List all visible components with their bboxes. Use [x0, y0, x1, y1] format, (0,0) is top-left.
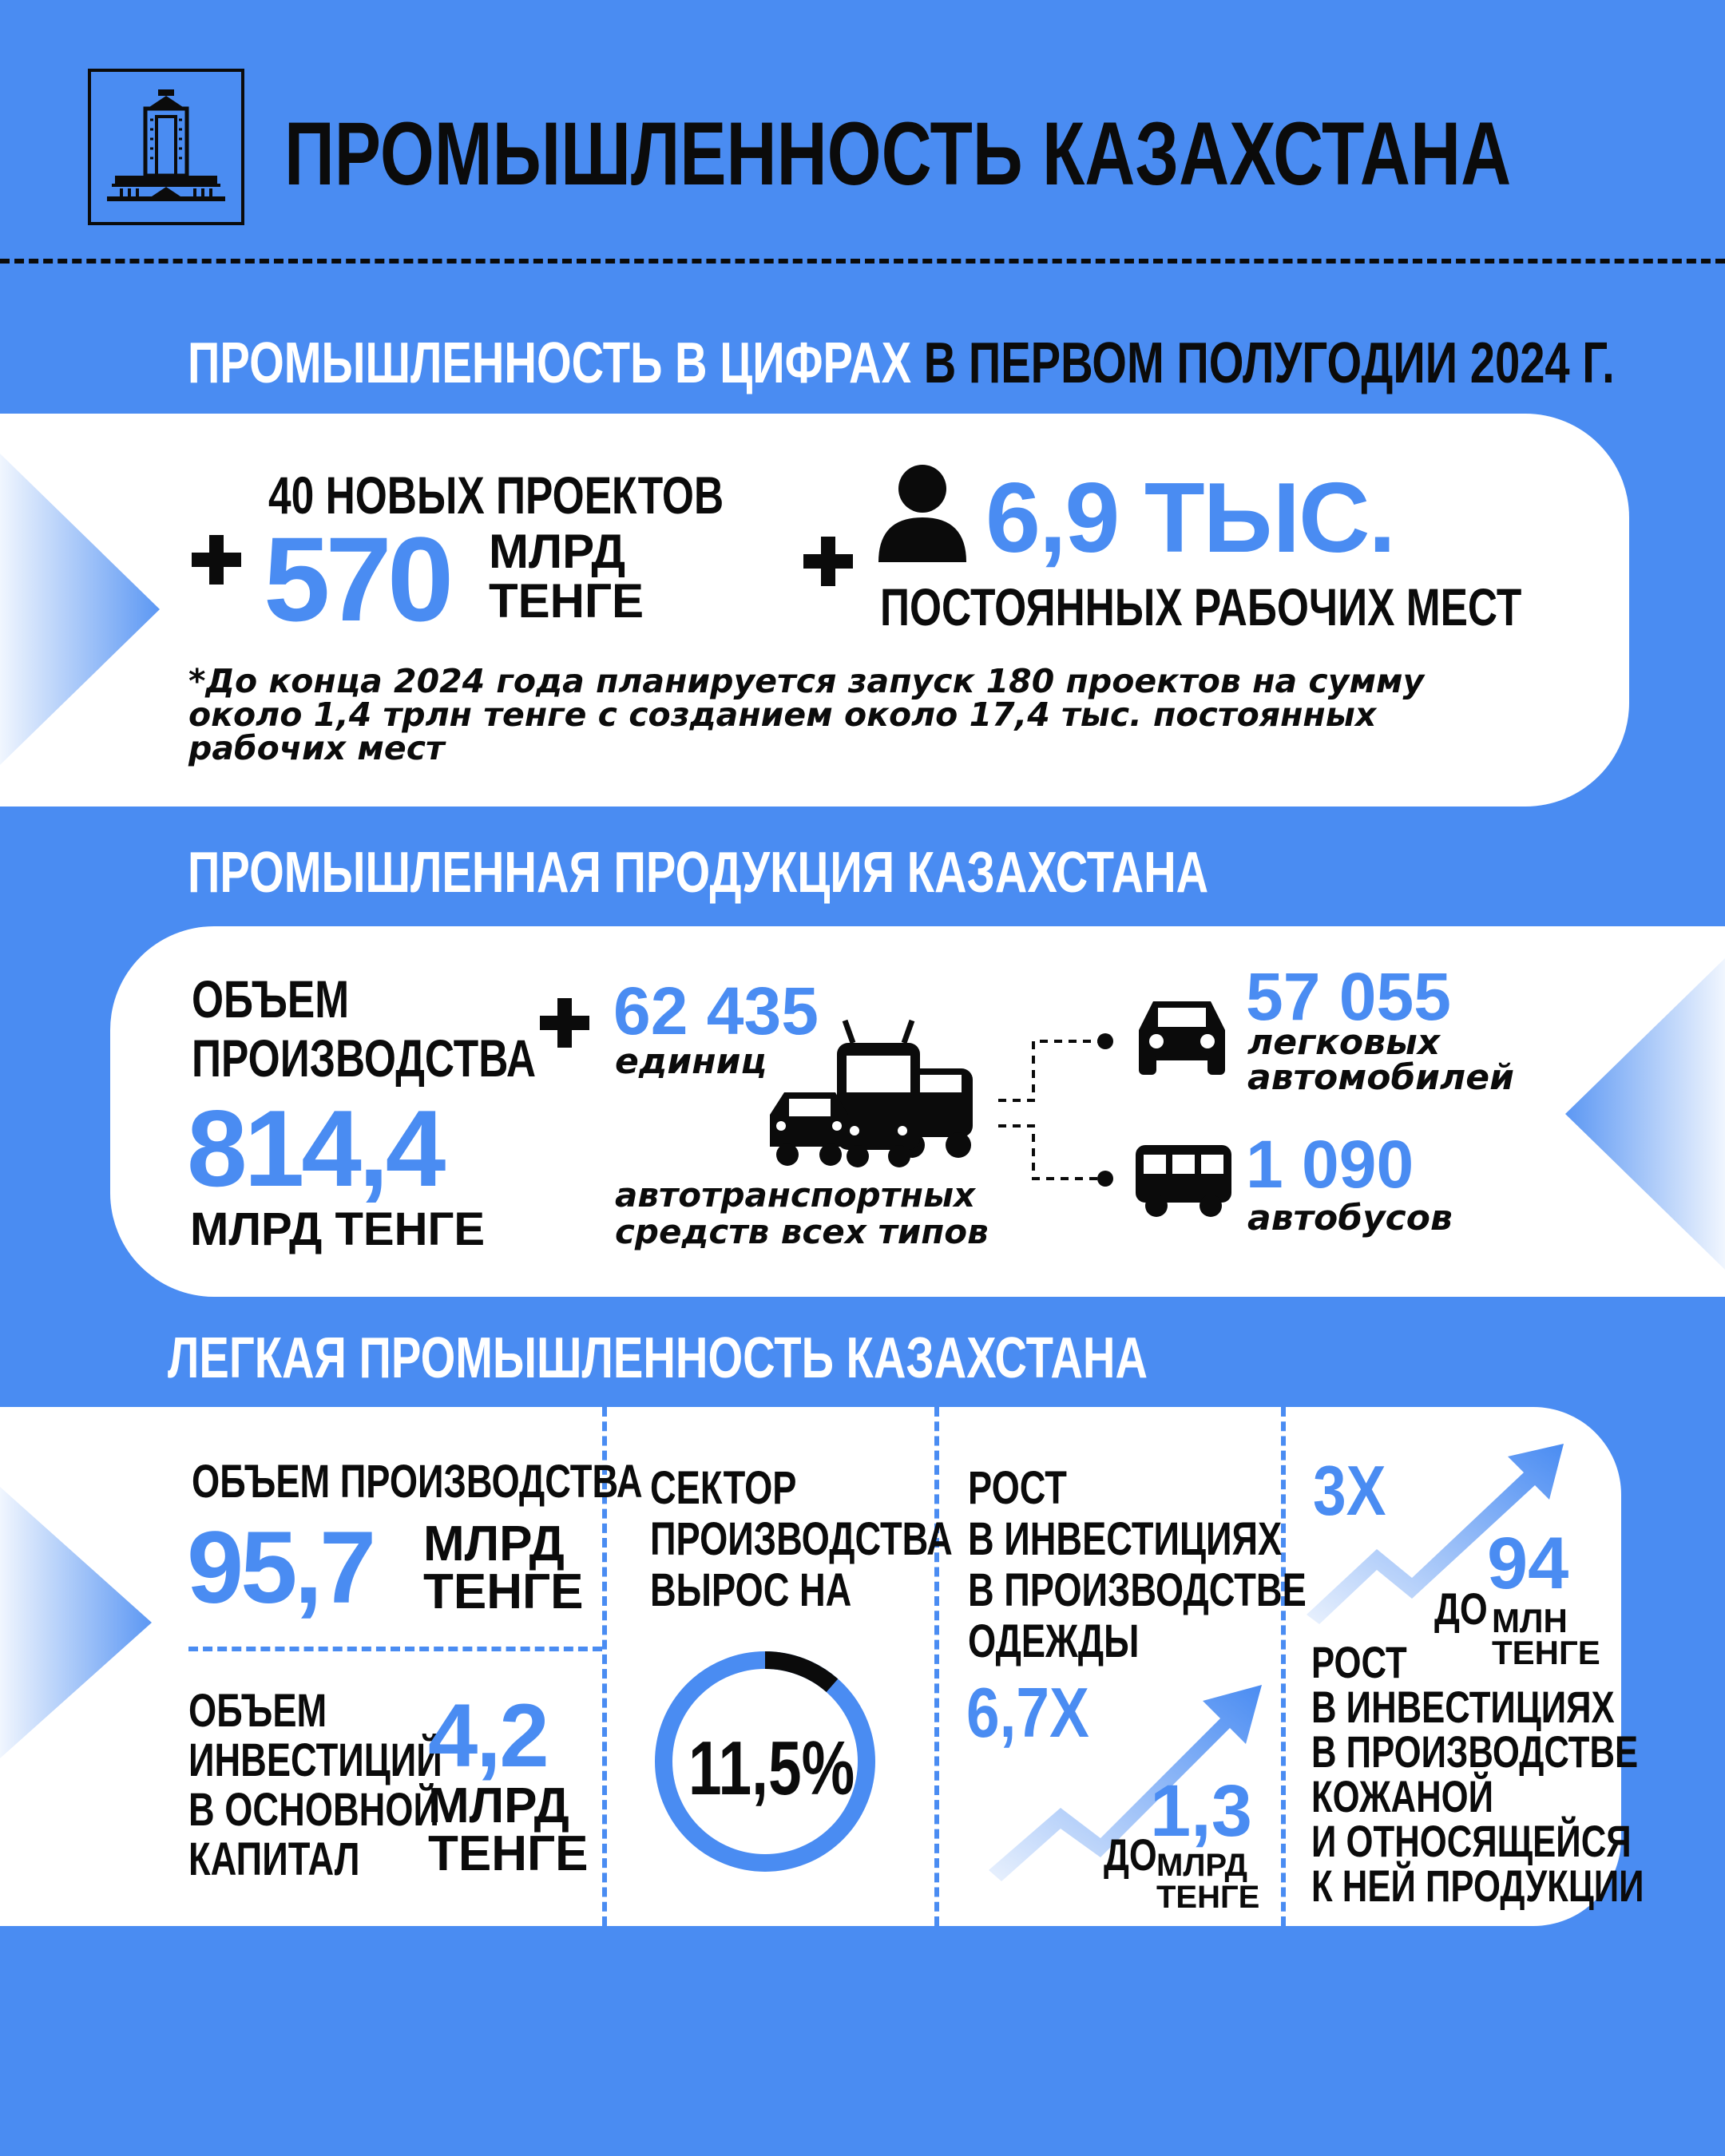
leather-unit: МЛН ТЕНГЕ — [1492, 1602, 1600, 1671]
light-invest-value: 4,2 — [428, 1686, 548, 1785]
left-arrow-decoration — [0, 454, 168, 765]
units-label: единиц — [615, 1041, 767, 1082]
jobs-value: 6,9 ТЫС. — [985, 463, 1394, 573]
light-volume-value: 95,7 — [187, 1511, 374, 1625]
logo — [88, 69, 244, 225]
light-volume-unit: МЛРД ТЕНГЕ — [423, 1516, 584, 1619]
bus-icon — [1132, 1140, 1236, 1220]
clothing-value: 1,3 — [1150, 1770, 1252, 1852]
light-invest-unit: МЛРД ТЕНГЕ — [428, 1778, 589, 1881]
connector-lines — [998, 1030, 1118, 1191]
volume-label: ОБЪЕМ ПРОИЗВОДСТВА — [192, 969, 537, 1088]
car-icon — [1132, 987, 1231, 1076]
jobs-label: ПОСТОЯННЫХ РАБОЧИХ МЕСТ — [880, 577, 1522, 636]
clothing-multiplier: 6,7Х — [966, 1673, 1089, 1752]
light-volume-label: ОБЪЕМ ПРОИЗВОДСТВА — [192, 1456, 643, 1508]
header-divider — [0, 259, 1725, 264]
buses-label: автобусов — [1247, 1198, 1453, 1239]
projects-note: *До конца 2024 года планируется запуск 180 проектов на сумму около 1,4 трлн тенге с созданием около 17,4 тыс. постоянных рабочих мест — [188, 662, 1425, 767]
light-invest-label: ОБЪЕМ ИНВЕСТИЦИЙ В ОСНОВНОЙ КАПИТАЛ — [188, 1685, 442, 1885]
volume-unit: МЛРД ТЕНГЕ — [190, 1203, 486, 1255]
vehicles-icon — [765, 1019, 997, 1167]
plus-icon — [803, 537, 853, 586]
projects-label: 40 НОВЫХ ПРОЕКТОВ — [268, 466, 724, 525]
plus-icon — [192, 535, 241, 585]
volume-value: 814,4 — [187, 1088, 443, 1209]
section2-heading: ПРОМЫШЛЕННАЯ ПРОДУКЦИЯ КАЗАХСТАНА — [188, 841, 1209, 905]
leather-value: 94 — [1487, 1523, 1569, 1604]
projects-unit: МЛРД ТЕНГЕ — [489, 525, 644, 628]
clothing-label: РОСТ В ИНВЕСТИЦИЯХ В ПРОИЗВОДСТВЕ ОДЕЖДЫ — [968, 1462, 1307, 1667]
clothing-unit: МЛРД ТЕНГЕ — [1156, 1848, 1260, 1915]
section1-heading: ПРОМЫШЛЕННОСТЬ В ЦИФРАХ В ПЕРВОМ ПОЛУГОДИИ 2024 Г. — [188, 331, 1615, 395]
plus-icon — [540, 998, 589, 1048]
sector-value: 11,5% — [688, 1726, 855, 1811]
leather-to: ДО — [1434, 1583, 1488, 1634]
person-icon — [878, 463, 966, 562]
sector-label: СЕКТОР ПРОИЗВОДСТВА ВЫРОС НА — [650, 1462, 953, 1616]
left-arrow-decoration — [0, 1487, 160, 1758]
units-value: 62 435 — [613, 973, 819, 1048]
right-arrow-decoration — [1557, 958, 1725, 1270]
leather-multiplier: 3Х — [1313, 1451, 1386, 1530]
leather-label: РОСТ В ИНВЕСТИЦИЯХ В ПРОИЗВОДСТВЕ КОЖАНОЙ И ОТНОСЯЩЕЙСЯ К НЕЙ ПРОДУКЦИИ — [1311, 1637, 1644, 1911]
row-divider — [188, 1647, 602, 1651]
cars-value: 57 055 — [1246, 959, 1451, 1034]
projects-value: 570 — [264, 512, 450, 646]
cars-label: легковых автомобилей — [1247, 1022, 1514, 1098]
page-title: ПРОМЫШЛЕННОСТЬ КАЗАХСТАНА — [284, 104, 1512, 204]
section3-heading: ЛЕГКАЯ ПРОМЫШЛЕННОСТЬ КАЗАХСТАНА — [168, 1326, 1148, 1390]
clothing-to: ДО — [1104, 1829, 1157, 1880]
buses-value: 1 090 — [1246, 1127, 1414, 1202]
government-building-icon — [91, 72, 241, 222]
vehicles-label: автотранспортных средств всех типов — [615, 1175, 989, 1251]
